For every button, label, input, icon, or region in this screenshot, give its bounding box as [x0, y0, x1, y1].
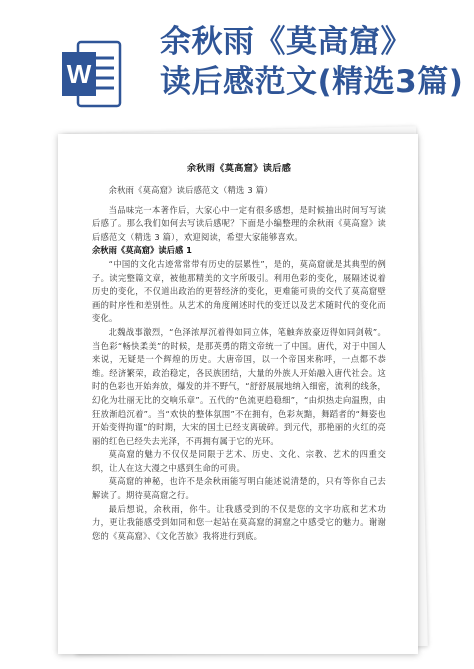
body-paragraph-2: 北魏战事激烈，“色泽浓厚沉着得如同立体，笔触奔放豪迈得如同剑戟”。当色彩“畅快柔美”的时候，是那英勇的隋文帝统一了中国。唐代，对于中国人来说，无疑是一个辉煌的历史。大唐帝国，以一个帝国来称呼，一点都不恭维。经济繁荣，政治稳定，各民族团结，大量的外族人开始融入唐代社会。这时的色彩也开始奔放，爆发的并不野气，“舒舒展展地纳入细密，流利的线条，幻化为壮丽无比的交响乐章”。五代的“色流更趋稳细”，“由炽热走向温煦，由狂放渐趋沉着”。当“欢快的整体氛围”不在拥有，色彩灰黯，舞蹈者的“舞姿也开始变得拘谨”的时期，大宋的国土已经支离破碎。到元代，那艳丽的火红的亮丽的红色已经失去光泽，不再拥有属于它的光环。	[92, 326, 386, 446]
banner-title-line-2: 读后感范文(精选3篇)	[160, 64, 464, 100]
section-heading: 余秋雨《莫高窟》读后感 1	[92, 245, 192, 256]
document-title: 余秋雨《莫高窟》读后感	[186, 163, 292, 174]
banner-title-line-1: 余秋雨《莫高窟》	[160, 24, 412, 60]
body-paragraph-3: 莫高窟的魅力不仅仅是同限于艺术、历史、文化、宗教、艺术的四重交织，让人在这大漫之中感到生命的可贵。	[92, 449, 386, 473]
intro-paragraph: 当品味完一本著作后，大家心中一定有很多感想，是时候抽出时间写写读后感了。那么我们如何去写读后感呢？下面是小编整理的余秋雨《莫高窟》读后感范文（精选 3 篇），欢迎阅读，希望大家能够喜欢。	[92, 204, 386, 242]
document-page	[58, 134, 418, 654]
body-paragraph-4: 莫高窟的神秘，也许不是余秋雨能写明白能述说清楚的，只有等你自己去解读了。期待莫高窟之行。	[92, 476, 386, 501]
word-document-icon	[60, 38, 122, 110]
banner	[0, 0, 474, 128]
document-body	[92, 160, 386, 543]
body-paragraph-5: 最后想说，余秋雨，你牛。让我感受到的不仅是您的文字功底和艺术功力，更让我能感受到如同和您一起站在莫高窟的洞窟之中感受它的魅力。谢谢您的《莫高窟》、《文化苦旅》我将进行到底。	[92, 503, 386, 541]
document-subtitle: 余秋雨《莫高窟》读后感范文（精选 3 篇）	[108, 185, 273, 195]
body-paragraph-1: “中国的文化古迹常常带有历史的层累性”，是的，莫高窟就是其典型的例子。读完整篇文章，被他那精美的文字所吸引。利用色彩的变化，展隔述说着历史的变化，不仅道出政治的更替经济的变化，更难能可贵的交代了莫高窟壁画的时序性和差别性。从艺术的角度阐述时代的变迁以及艺术随时代的变化而变化。	[92, 258, 386, 324]
svg-text:W: W	[66, 59, 92, 89]
banner-title	[160, 22, 470, 102]
